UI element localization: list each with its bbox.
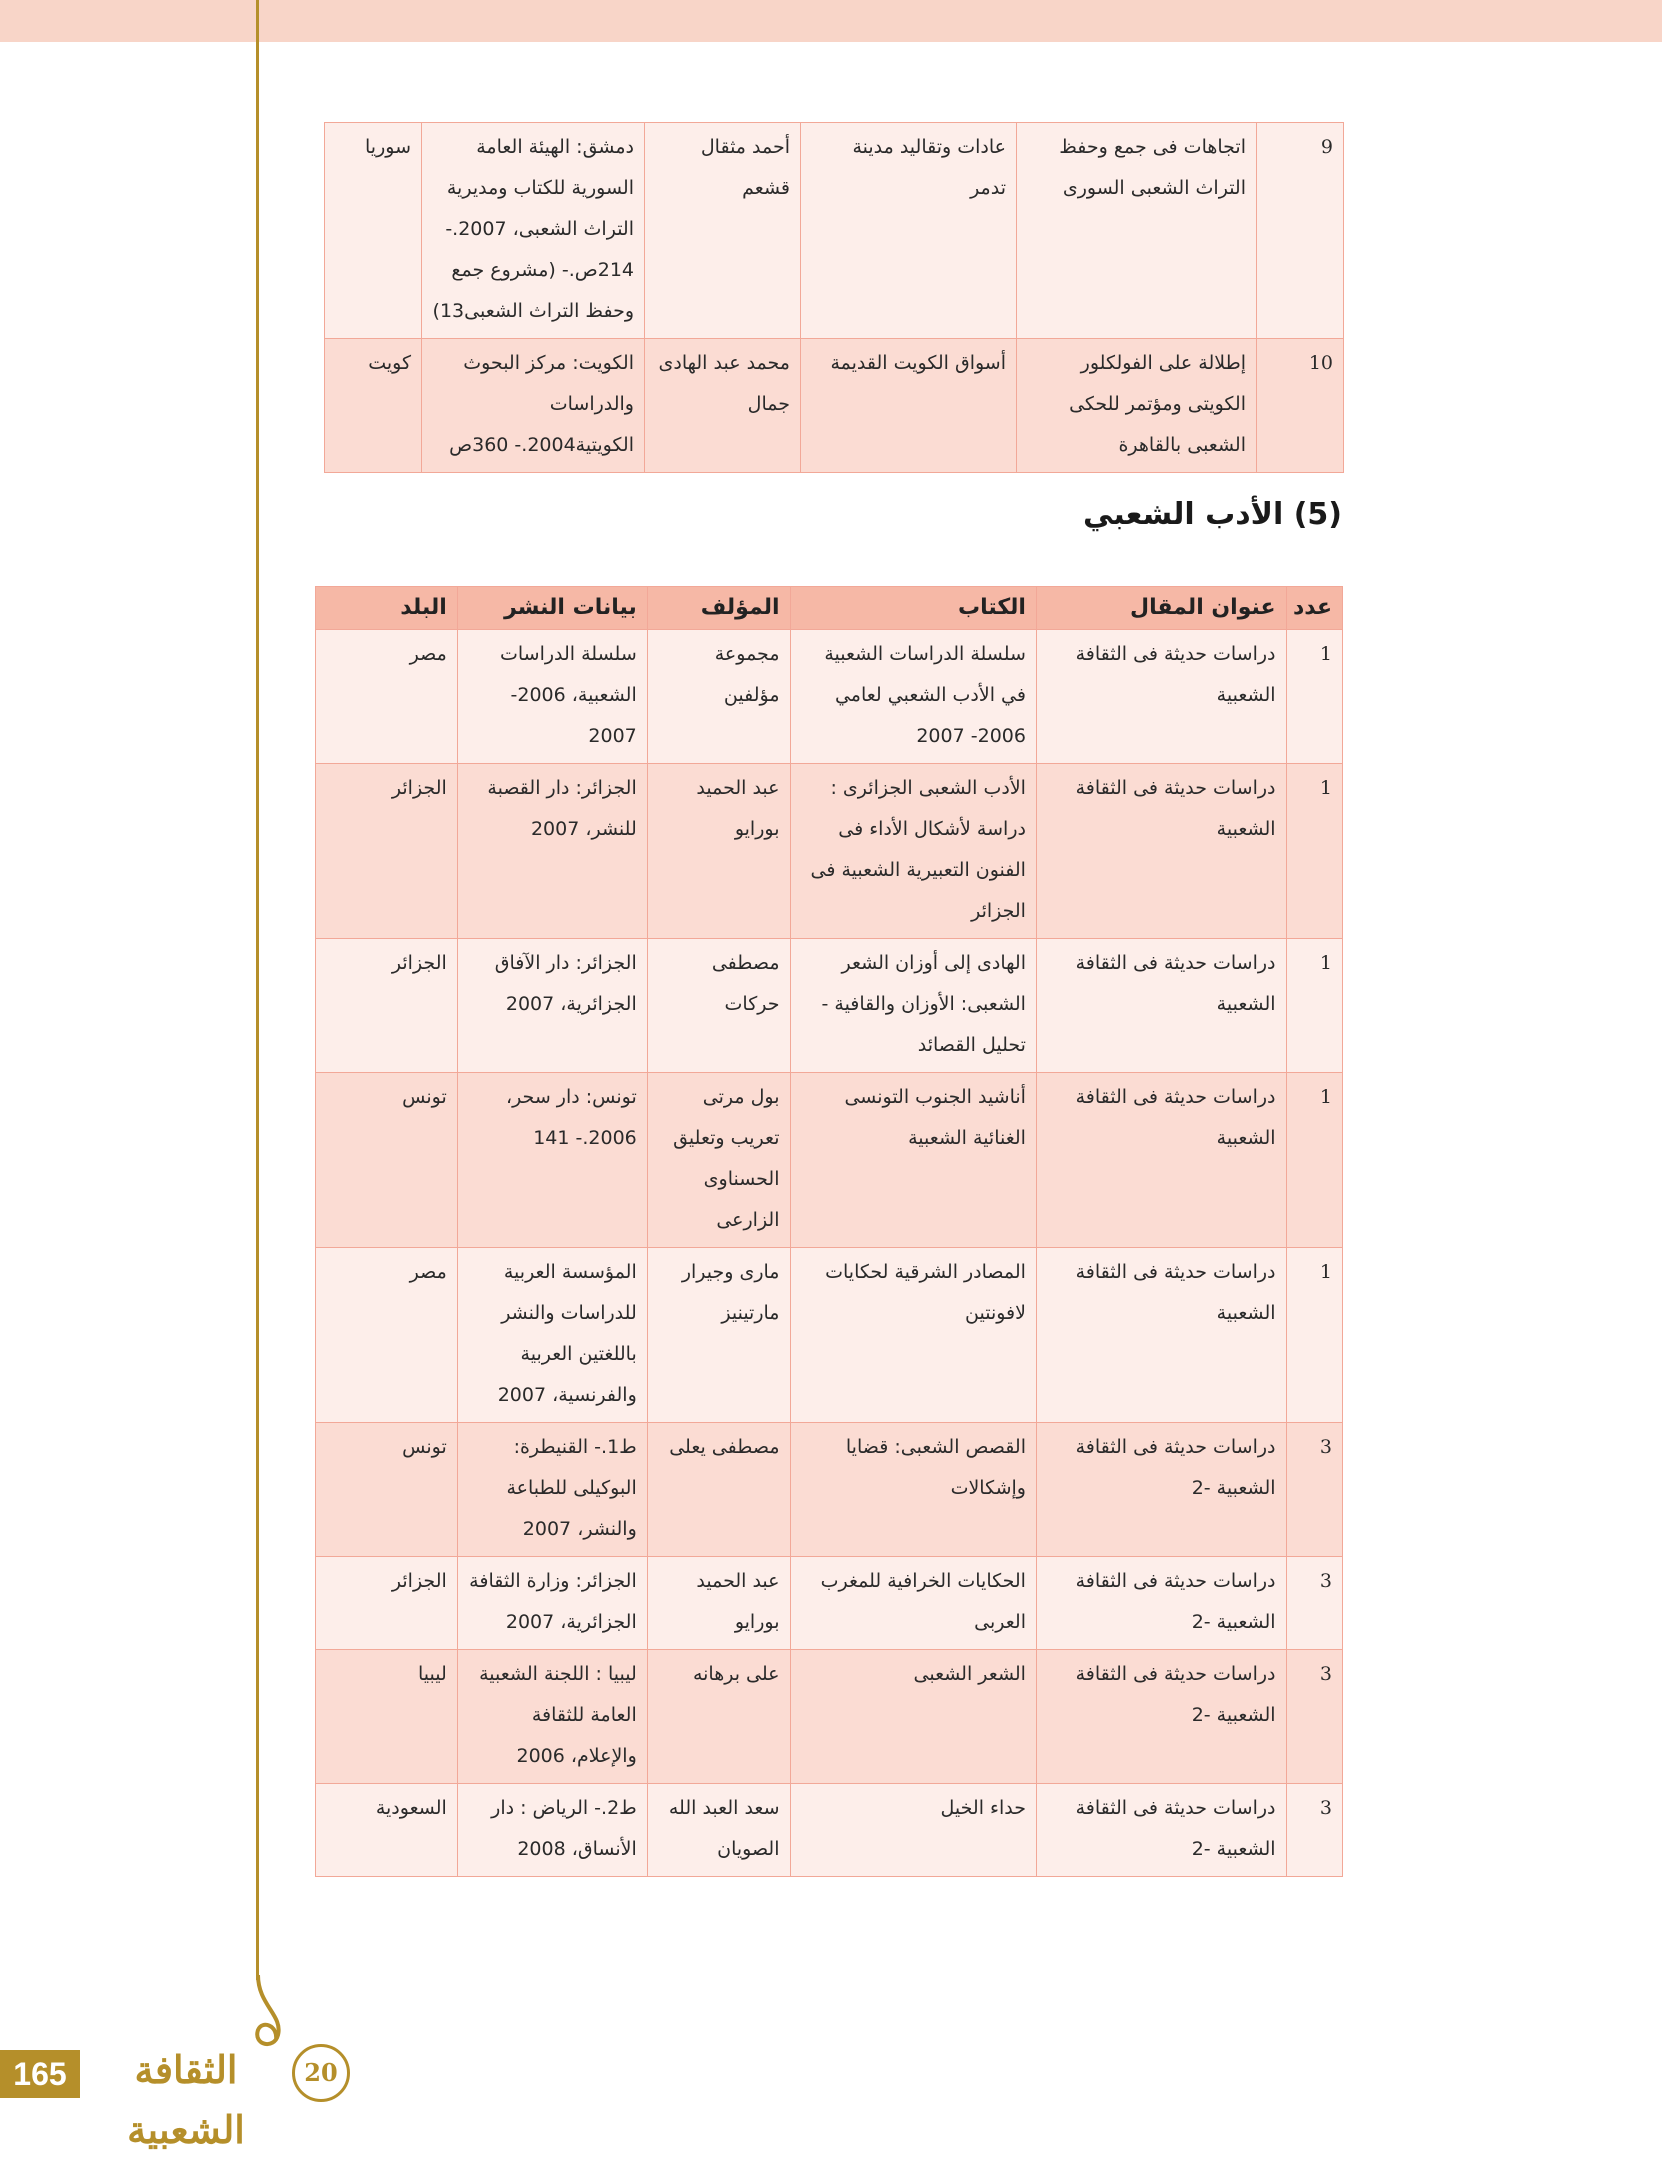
table-row <box>316 939 1343 1073</box>
section-title: (5) الأدب الشعبي <box>1083 497 1342 532</box>
cell-number: 10 <box>1257 339 1344 473</box>
cell-number: 3 <box>1286 1650 1342 1784</box>
header-book: الكتاب <box>790 587 1036 630</box>
cell-publication: ليبيا : اللجنة الشعبية العامة للثقافة والإعلام، 2006 <box>457 1650 647 1784</box>
cell-publication: سلسلة الدراسات الشعبية، 2006- 2007 <box>457 630 647 764</box>
cell-article-title: اتجاهات فى جمع وحفظ التراث الشعبى السورى <box>1017 123 1257 339</box>
table-row <box>316 764 1343 939</box>
cell-country: مصر <box>316 1248 458 1423</box>
table-row <box>316 1784 1343 1877</box>
cell-article-title: دراسات حديثة فى الثقافة الشعبية -2 <box>1036 1650 1286 1784</box>
cell-country: السعودية <box>316 1784 458 1877</box>
cell-country: مصر <box>316 630 458 764</box>
header-country: البلد <box>316 587 458 630</box>
cell-number: 3 <box>1286 1423 1342 1557</box>
table-row <box>325 339 1344 473</box>
cell-author: على برهانه <box>647 1650 790 1784</box>
cell-author: بول مرتى تعريب وتعليق الحسناوى الزارعى <box>647 1073 790 1248</box>
header-author: المؤلف <box>647 587 790 630</box>
cell-number: 1 <box>1286 630 1342 764</box>
cell-article-title: دراسات حديثة فى الثقافة الشعبية -2 <box>1036 1784 1286 1877</box>
table-row <box>316 1557 1343 1650</box>
cell-publication: الجزائر: وزارة الثقافة الجزائرية، 2007 <box>457 1557 647 1650</box>
table-row <box>316 1073 1343 1248</box>
table-header-row <box>316 587 1343 630</box>
cell-country: الجزائر <box>316 764 458 939</box>
bibliography-table-continued <box>324 122 1344 473</box>
cell-author: مصطفى يعلى <box>647 1423 790 1557</box>
cell-number: 1 <box>1286 1248 1342 1423</box>
cell-publication: دمشق: الهيئة العامة السورية للكتاب ومديرية التراث الشعبى، 2007.- 214ص.- (مشروع جمع وحفظ التراث الشعبى13) <box>422 123 645 339</box>
cell-book: أناشيد الجنوب التونسى الغنائية الشعبية <box>790 1073 1036 1248</box>
cell-country: تونس <box>316 1423 458 1557</box>
cell-number: 1 <box>1286 764 1342 939</box>
gold-margin-line <box>256 0 259 1980</box>
cell-book: حداء الخيل <box>790 1784 1036 1877</box>
cell-article-title: إطلالة على الفولكلور الكويتى ومؤتمر للحكى الشعبى بالقاهرة <box>1017 339 1257 473</box>
cell-author: عبد الحميد بورايو <box>647 1557 790 1650</box>
cell-article-title: دراسات حديثة فى الثقافة الشعبية <box>1036 764 1286 939</box>
cell-book: المصادر الشرقية لحكايات لافونتين <box>790 1248 1036 1423</box>
cell-number: 3 <box>1286 1557 1342 1650</box>
cell-author: أحمد مثقال قشعم <box>645 123 801 339</box>
cell-number: 9 <box>1257 123 1344 339</box>
table-row <box>316 630 1343 764</box>
header-article-title: عنوان المقال <box>1036 587 1286 630</box>
cell-publication: تونس: دار سحر، 2006.- 141 <box>457 1073 647 1248</box>
cell-publication: الكويت: مركز البحوث والدراسات الكويتية2004.- 360ص <box>422 339 645 473</box>
table-row <box>316 1248 1343 1423</box>
cell-country: الجزائر <box>316 939 458 1073</box>
cell-article-title: دراسات حديثة فى الثقافة الشعبية <box>1036 630 1286 764</box>
cell-article-title: دراسات حديثة فى الثقافة الشعبية <box>1036 939 1286 1073</box>
issue-badge: 20 <box>292 2044 350 2102</box>
cell-article-title: دراسات حديثة فى الثقافة الشعبية <box>1036 1073 1286 1248</box>
cell-book: القصص الشعبى: قضايا وإشكالات <box>790 1423 1036 1557</box>
cell-article-title: دراسات حديثة فى الثقافة الشعبية -2 <box>1036 1557 1286 1650</box>
cell-book: الحكايات الخرافية للمغرب العربى <box>790 1557 1036 1650</box>
cell-book: الشعر الشعبى <box>790 1650 1036 1784</box>
cell-country: سوريا <box>325 123 422 339</box>
cell-author: مصطفى حركات <box>647 939 790 1073</box>
folk-literature-table <box>315 586 1343 1877</box>
cell-publication: ط1.- القنيطرة: البوكيلى للطباعة والنشر، 2007 <box>457 1423 647 1557</box>
cell-country: الجزائر <box>316 1557 458 1650</box>
cell-book: سلسلة الدراسات الشعبية في الأدب الشعبي لعامي 2006- 2007 <box>790 630 1036 764</box>
cell-article-title: دراسات حديثة فى الثقافة الشعبية -2 <box>1036 1423 1286 1557</box>
header-publication: بيانات النشر <box>457 587 647 630</box>
cell-number: 1 <box>1286 939 1342 1073</box>
magazine-logo: الثقافة الشعبية <box>127 2047 245 2152</box>
cell-publication: المؤسسة العربية للدراسات والنشر باللغتين العربية والفرنسية، 2007 <box>457 1248 647 1423</box>
table-row <box>316 1423 1343 1557</box>
cell-author: مجموعة مؤلفين <box>647 630 790 764</box>
table-row <box>325 123 1344 339</box>
cell-country: تونس <box>316 1073 458 1248</box>
cell-author: سعد العبد الله الصويان <box>647 1784 790 1877</box>
cell-author: مارى وجيرار مارتينيز <box>647 1248 790 1423</box>
cell-book: أسواق الكويت القديمة <box>801 339 1017 473</box>
cell-country: ليبيا <box>316 1650 458 1784</box>
cell-publication: الجزائر: دار القصبة للنشر، 2007 <box>457 764 647 939</box>
cell-country: كويت <box>325 339 422 473</box>
cell-publication: ط2.- الرياض : دار الأنساق، 2008 <box>457 1784 647 1877</box>
cell-author: محمد عبد الهادى جمال <box>645 339 801 473</box>
cell-book: الهادى إلى أوزان الشعر الشعبى: الأوزان والقافية - تحليل القصائد <box>790 939 1036 1073</box>
cell-number: 1 <box>1286 1073 1342 1248</box>
table-row <box>316 1650 1343 1784</box>
page-number: 165 <box>0 2050 80 2098</box>
cell-book: عادات وتقاليد مدينة تدمر <box>801 123 1017 339</box>
cell-author: عبد الحميد بورايو <box>647 764 790 939</box>
cell-article-title: دراسات حديثة فى الثقافة الشعبية <box>1036 1248 1286 1423</box>
cell-publication: الجزائر: دار الآفاق الجزائرية، 2007 <box>457 939 647 1073</box>
header-number: عدد <box>1286 587 1342 630</box>
top-decorative-band <box>0 0 1662 42</box>
cell-book: الأدب الشعبى الجزائرى : دراسة لأشكال الأداء فى الفنون التعبيرية الشعبية فى الجزائر <box>790 764 1036 939</box>
cell-number: 3 <box>1286 1784 1342 1877</box>
